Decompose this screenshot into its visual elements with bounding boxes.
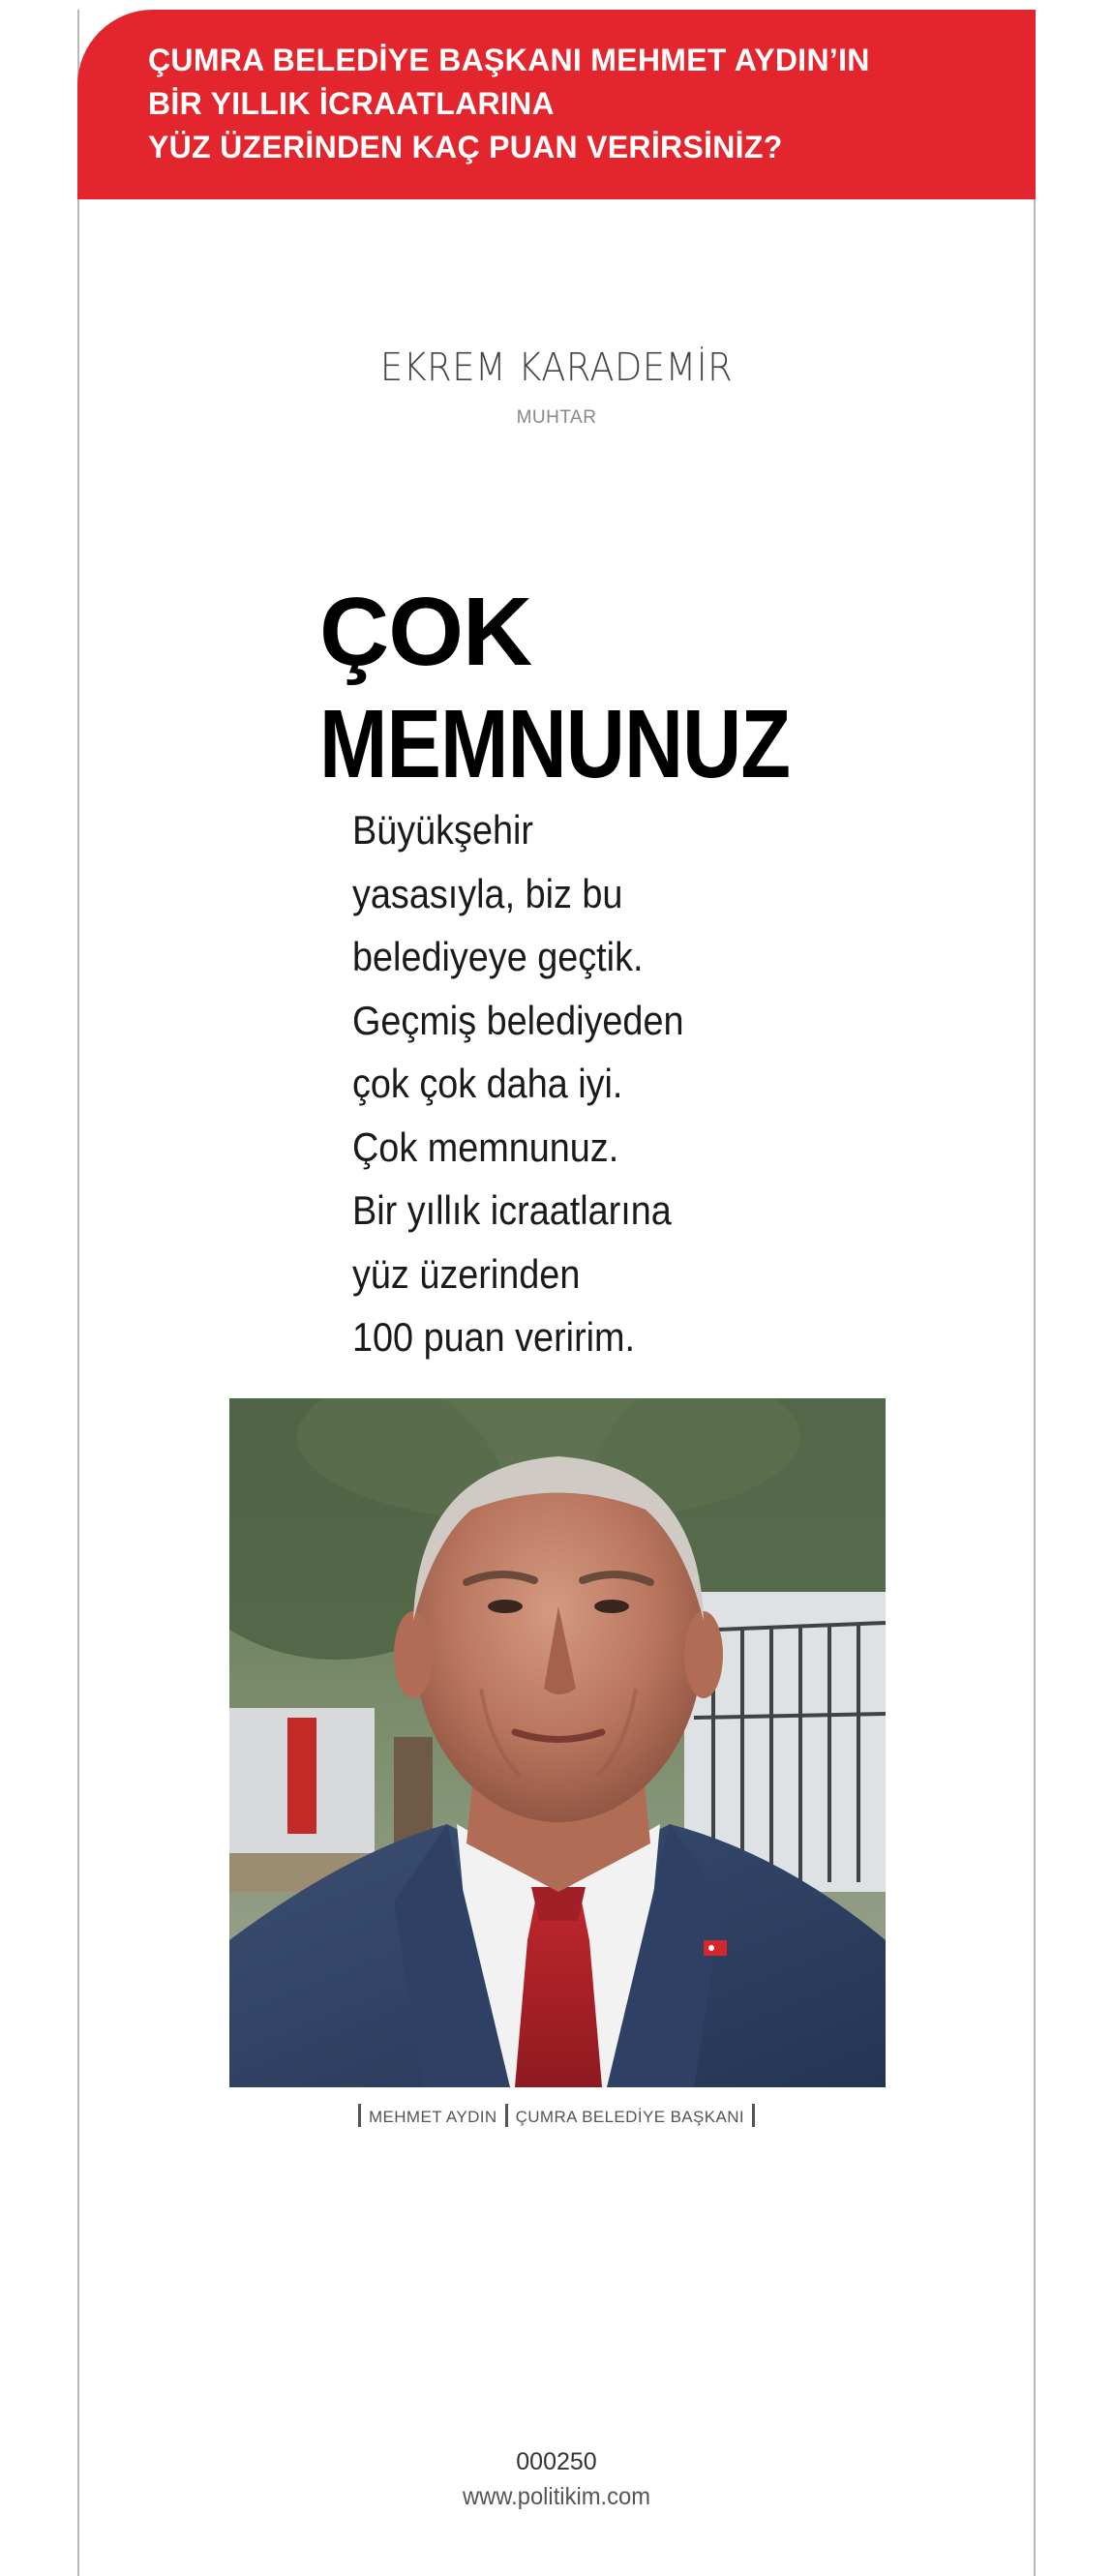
respondent-role: MUHTAR bbox=[516, 407, 597, 428]
caption-divider bbox=[505, 2104, 508, 2127]
caption-divider bbox=[358, 2104, 361, 2127]
banner-line-2: BİR YILLIK İCRAATLARINA bbox=[148, 86, 555, 121]
banner-line-1: ÇUMRA BELEDİYE BAŞKANI MEHMET AYDIN’IN bbox=[148, 43, 870, 77]
caption-name: MEHMET AYDIN bbox=[368, 2108, 497, 2126]
mayor-portrait-photo bbox=[229, 1398, 886, 2087]
headline-line-2: MEMNUNUZ bbox=[319, 690, 791, 798]
quote-line: 100 puan veririm. bbox=[352, 1314, 636, 1360]
caption-divider bbox=[752, 2104, 755, 2127]
question-banner bbox=[77, 10, 1036, 199]
quote-text bbox=[352, 798, 856, 1369]
quote-line: Çok memnunuz. bbox=[352, 1123, 619, 1170]
page-code: 000250 bbox=[516, 2448, 597, 2475]
quote-line: Büyükşehir bbox=[352, 807, 533, 853]
banner-line-3: YÜZ ÜZERİNDEN KAÇ PUAN VERİRSİNİZ? bbox=[148, 130, 783, 165]
headline-line-1: ÇOK bbox=[319, 578, 532, 686]
photo-caption bbox=[0, 2104, 1113, 2127]
website-link[interactable]: www.politikim.com bbox=[462, 2483, 650, 2510]
caption-title: ÇUMRA BELEDİYE BAŞKANI bbox=[515, 2108, 745, 2126]
quote-line: Geçmiş belediyeden bbox=[352, 997, 684, 1043]
quote-line: yasasıyla, biz bu bbox=[352, 870, 623, 916]
quote-line: yüz üzerinden bbox=[352, 1250, 581, 1297]
quote-line: belediyeye geçtik. bbox=[352, 934, 644, 979]
respondent-name: EKREM KARADEMİR bbox=[379, 345, 734, 390]
quote-line: Bir yıllık icraatlarına bbox=[352, 1187, 672, 1233]
headline bbox=[319, 576, 997, 800]
quote-line: çok çok daha iyi. bbox=[352, 1061, 623, 1106]
